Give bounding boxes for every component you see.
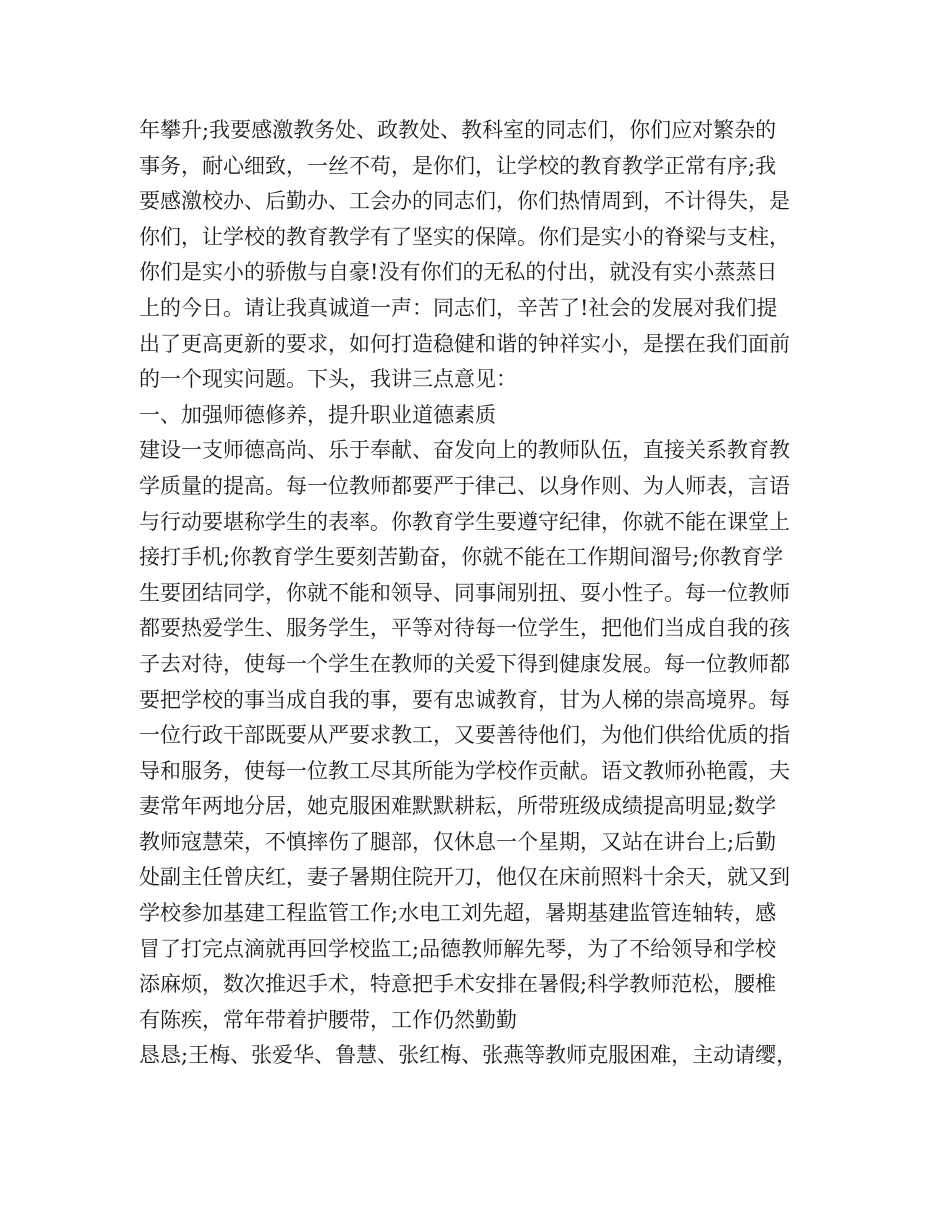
text-line: 一位行政干部既要从严要求教工，又要善待他们，为他们供给优质的指 (139, 723, 790, 748)
text-line: 都要热爱学生、服务学生，平等对待每一位学生，把他们当成自我的孩 (139, 616, 790, 641)
text-line: 添麻烦，数次推迟手术，特意把手术安排在暑假;科学教师范松，腰椎 (139, 972, 777, 997)
text-line: 出了更高更新的要求，如何打造稳健和谐的钟祥实小，是摆在我们面前 (139, 331, 790, 356)
text-line: 你们，让学校的教育教学有了坚实的保障。你们是实小的脊梁与支柱， (139, 224, 790, 249)
text-line: 学质量的提高。每一位教师都要严于律己、以身作则、为人师表，言语 (139, 473, 790, 498)
text-line: 教师寇慧荣，不慎摔伤了腿部，仅休息一个星期，又站在讲台上;后勤 (139, 829, 777, 854)
text-line: 上的今日。请让我真诚道一声：同志们，辛苦了!社会的发展对我们提 (139, 295, 778, 320)
text-line: 导和服务，使每一位教工尽其所能为学校作贡献。语文教师孙艳霞，夫 (139, 758, 790, 783)
text-line: 子去对待，使每一个学生在教师的关爱下得到健康发展。每一位教师都 (139, 651, 790, 676)
text-line: 恳恳;王梅、张爱华、鲁慧、张红梅、张燕等教师克服困难，主动请缨， (139, 1043, 798, 1068)
text-line: 处副主任曾庆红，妻子暑期住院开刀，他仅在床前照料十余天，就又到 (139, 865, 790, 890)
text-line: 建设一支师德高尚、乐于奉献、奋发向上的教师队伍，直接关系教育教 (139, 438, 790, 463)
text-line: 要把学校的事当成自我的事，要有忠诚教育，甘为人梯的崇高境界。每 (139, 687, 790, 712)
text-line: 冒了打完点滴就再回学校监工;品德教师解先琴，为了不给领导和学校 (139, 936, 777, 961)
body-text (139, 113, 829, 1074)
text-line: 生要团结同学，你就不能和领导、同事闹别扭、耍小性子。每一位教师 (139, 580, 790, 605)
text-line: 接打手机;你教育学生要刻苦勤奋，你就不能在工作期间溜号;你教育学 (139, 545, 784, 570)
text-line: 年攀升;我要感激教务处、政教处、教科室的同志们，你们应对繁杂的 (139, 118, 777, 142)
text-line: 你们是实小的骄傲与自豪!没有你们的无私的付出，就没有实小蒸蒸日 (139, 260, 778, 285)
text-line: 的一个现实问题。下头，我讲三点意见： (139, 367, 517, 392)
section-heading: 一、加强师德修养，提升职业道德素质 (139, 402, 496, 427)
text-line: 要感激校办、后勤办、工会办的同志们，你们热情周到，不计得失，是 (139, 189, 790, 214)
text-line: 事务，耐心细致，一丝不苟，是你们，让学校的教育教学正常有序;我 (139, 153, 777, 178)
text-line: 学校参加基建工程监管工作;水电工刘先超，暑期基建监管连轴转，感 (139, 901, 777, 926)
text-line: 与行动要堪称学生的表率。你教育学生要遵守纪律，你就不能在课堂上 (139, 509, 790, 534)
text-line: 妻常年两地分居，她克服困难默默耕耘，所带班级成绩提高明显;数学 (139, 794, 777, 819)
text-line: 有陈疾，常年带着护腰带，工作仍然勤勤 (139, 1007, 517, 1032)
